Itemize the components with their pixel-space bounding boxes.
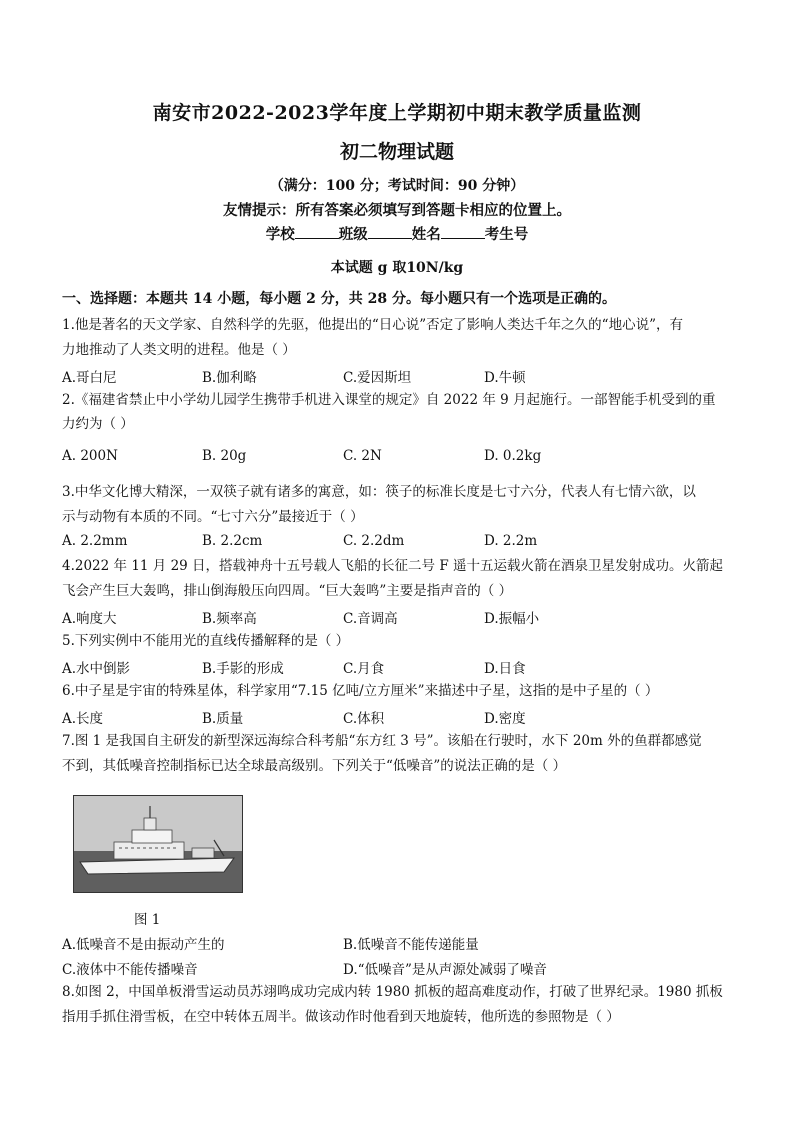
- blank-line: [441, 224, 485, 239]
- q3-option-a: A. 2.2mm: [62, 533, 128, 549]
- q6-option-c: C.体积: [343, 711, 385, 727]
- figure-1-caption: 图 1: [134, 912, 161, 928]
- question-3-line-1: 3.中华文化博大精深，一双筷子就有诸多的寓意，如：筷子的标准长度是七寸六分，代表人有七情六欲，以: [62, 484, 696, 500]
- field-class: 班级: [338, 226, 368, 243]
- q1-option-d: D.牛顿: [484, 370, 526, 386]
- q2-option-b: B. 20g: [202, 448, 247, 464]
- blank-line: [295, 224, 339, 239]
- question-8-line-2: 指用手抓住滑雪板，在空中转体五周半。做该动作时他看到天地旋转，他所选的参照物是（ ）: [62, 1009, 620, 1025]
- q4-option-d: D.振幅小: [484, 611, 540, 627]
- q4-option-b: B.频率高: [202, 611, 257, 627]
- q4-option-c: C.音调高: [343, 611, 398, 627]
- section-heading: 一、选择题：本题共 14 小题，每小题 2 分，共 28 分。每小题只有一个选项是正确的。: [62, 291, 616, 307]
- q3-option-d: D. 2.2m: [484, 533, 538, 549]
- question-5-line-1: 5.下列实例中不能用光的直线传播解释的是（ ）: [62, 633, 350, 649]
- question-8-line-1: 8.如图 2，中国单板滑雪运动员苏翊鸣成功完成内转 1980 抓板的超高难度动作，打破了世界纪录。1980 抓板: [62, 984, 723, 1000]
- question-2-line-2: 力约为（ ）: [62, 416, 134, 432]
- q2-option-c: C. 2N: [343, 448, 382, 464]
- q6-option-b: B.质量: [202, 711, 244, 727]
- q5-option-a: A.水中倒影: [62, 661, 131, 677]
- question-7-line-1: 7.图 1 是我国自主研发的新型深远海综合科考船“东方红 3 号”。该船在行驶时，水下 20m 外的鱼群都感觉: [62, 733, 702, 749]
- exam-title: 南安市2022-2023学年度上学期初中期末教学质量监测: [152, 102, 642, 124]
- q1-option-b: B.伽利略: [202, 370, 257, 386]
- q1-option-a: A.哥白尼: [62, 370, 117, 386]
- question-4-line-2: 飞会产生巨大轰鸣，排山倒海般压向四周。“巨大轰鸣”主要是指声音的（ ）: [62, 583, 513, 599]
- exam-subtitle: 初二物理试题: [339, 141, 454, 163]
- q7-option-d: D.“低噪音”是从声源处减弱了噪音: [343, 962, 547, 978]
- research-ship-photo: [73, 795, 243, 893]
- q3-option-c: C. 2.2dm: [343, 533, 405, 549]
- q6-option-a: A.长度: [62, 711, 104, 727]
- q3-option-b: B. 2.2cm: [202, 533, 263, 549]
- question-6-line-1: 6.中子星是宇宙的特殊星体，科学家用“7.15 亿吨/立方厘米”来描述中子星，这指的是中子星的（ ）: [62, 683, 659, 699]
- q5-option-c: C.月食: [343, 661, 385, 677]
- notice: 友情提示：所有答案必须填写到答题卡相应的位置上。: [223, 202, 571, 219]
- q5-option-b: B.手影的形成: [202, 661, 284, 677]
- blank-line: [368, 224, 412, 239]
- q2-option-a: A. 200N: [62, 448, 118, 464]
- exam-info: （满分：100 分；考试时间：90 分钟）: [269, 178, 525, 194]
- question-2-line-1: 2.《福建省禁止中小学幼儿园学生携带手机进入课堂的规定》自 2022 年 9 月起施行。一部智能手机受到的重: [62, 392, 716, 408]
- q7-option-a: A.低噪音不是由振动产生的: [62, 937, 225, 953]
- question-1-line-2: 力地推动了人类文明的进程。他是（ ）: [62, 342, 296, 358]
- field-school: 学校: [265, 226, 295, 243]
- field-name: 姓名: [411, 226, 441, 243]
- q7-option-b: B.低噪音不能传递能量: [343, 937, 479, 953]
- q5-option-d: D.日食: [484, 661, 526, 677]
- ship-illustration: [74, 796, 242, 892]
- g-note: 本试题 g 取10N/kg: [330, 260, 464, 276]
- question-3-line-2: 示与动物有本质的不同。“七寸六分”最接近于（ ）: [62, 509, 364, 525]
- q4-option-a: A.响度大: [62, 611, 117, 627]
- q6-option-d: D.密度: [484, 711, 526, 727]
- field-student-id: 考生号: [484, 226, 529, 243]
- question-1-line-1: 1.他是著名的天文学家、自然科学的先驱，他提出的“日心说”否定了影响人类达千年之久的“地心说”，有: [62, 317, 683, 333]
- q1-option-c: C.爱因斯坦: [343, 370, 412, 386]
- student-info-fields: [0, 223, 794, 244]
- q7-option-c: C.液体中不能传播噪音: [62, 962, 198, 978]
- question-7-line-2: 不到，其低噪音控制指标已达全球最高级别。下列关于“低噪音”的说法正确的是（ ）: [62, 758, 567, 774]
- question-4-line-1: 4.2022 年 11 月 29 日，搭载神舟十五号载人飞船的长征二号 F 遥十五运载火箭在酒泉卫星发射成功。火箭起: [62, 558, 723, 574]
- q2-option-d: D. 0.2kg: [484, 448, 542, 464]
